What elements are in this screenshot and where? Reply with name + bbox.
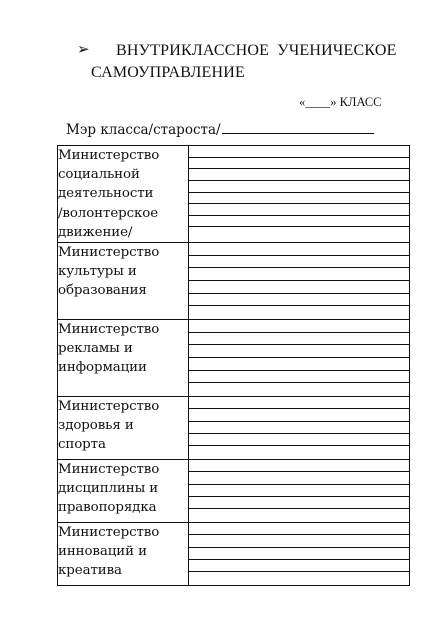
blank-entry-line: [189, 548, 409, 560]
arrow-bullet-icon: ➢: [77, 40, 90, 58]
heading-line-2: САМОУПРАВЛЕНИЕ: [91, 64, 245, 81]
ministry-members-cell: [189, 146, 410, 243]
table-row: [58, 459, 410, 522]
mayor-blank-line: [222, 121, 374, 134]
ministry-name-line: деятельности: [58, 186, 154, 202]
ministry-name-line: культуры и: [58, 264, 137, 280]
blank-entry-line: [189, 320, 409, 333]
ministry-name-line: здоровья и: [58, 418, 134, 434]
blank-entry-line: [189, 560, 409, 572]
ministry-name-cell: [58, 243, 189, 320]
blank-entry-line: [189, 169, 409, 181]
blank-entry-line: [189, 485, 409, 497]
ministry-name-cell: [58, 146, 189, 243]
blank-entry-line: [189, 460, 409, 472]
ministries-table: [57, 145, 410, 586]
blank-entry-line: [189, 383, 409, 396]
blank-entry-line: [189, 497, 409, 509]
blank-entry-line: [189, 446, 409, 458]
ministry-name-line: дисциплины и: [58, 481, 159, 497]
ministry-name-line: /волонтерское: [58, 205, 159, 221]
blank-entry-line: [189, 256, 409, 269]
ministry-name-cell: [58, 522, 189, 585]
blank-entry-line: [189, 572, 409, 584]
ministry-name-line: Министерство: [58, 321, 160, 337]
table-row: [58, 146, 410, 243]
blank-entry-line: [189, 434, 409, 446]
table-row: [58, 319, 410, 396]
table-row: [58, 396, 410, 459]
blank-entry-line: [189, 306, 409, 319]
ministry-name-line: спорта: [58, 437, 106, 453]
ministry-name-line: Министерство: [58, 524, 160, 540]
blank-entry-line: [189, 294, 409, 307]
blank-entry-line: [189, 181, 409, 193]
ministry-members-cell: [189, 522, 410, 585]
blank-entry-line: [189, 281, 409, 294]
blank-entry-line: [189, 472, 409, 484]
blank-entry-line: [189, 333, 409, 346]
ministry-name-cell: [58, 459, 189, 522]
ministry-name-line: креатива: [58, 563, 122, 579]
blank-entry-line: [189, 535, 409, 547]
blank-entry-line: [189, 227, 409, 239]
ministry-name-line: инноваций и: [58, 544, 147, 559]
ministry-name-line: Министерство: [58, 398, 160, 414]
ministry-name-line: правопорядка: [58, 500, 157, 516]
class-label: «____» КЛАСС: [299, 95, 382, 109]
ministry-members-cell: [189, 319, 410, 396]
ministry-name-cell: [58, 319, 189, 396]
blank-entry-line: [189, 158, 409, 170]
blank-entry-line: [189, 146, 409, 158]
ministry-name-line: Министерство: [58, 148, 160, 163]
blank-entry-line: [189, 216, 409, 228]
blank-entry-line: [189, 243, 409, 256]
ministry-name-line: информации: [58, 360, 147, 376]
ministry-name-line: движение/: [58, 224, 133, 240]
blank-entry-line: [189, 409, 409, 421]
table-row: [58, 243, 410, 320]
blank-entry-line: [189, 358, 409, 371]
ministry-members-cell: [189, 243, 410, 320]
blank-entry-line: [189, 422, 409, 434]
blank-entry-line: [189, 509, 409, 521]
blank-entry-line: [189, 204, 409, 216]
ministry-name-line: рекламы и: [58, 341, 133, 357]
mayor-label: Мэр класса/староста/: [66, 122, 221, 138]
heading-line-1: ВНУТРИКЛАССНОЕ УЧЕНИЧЕСКОЕ: [116, 42, 397, 59]
blank-entry-line: [189, 193, 409, 205]
ministry-name-line: Министерство: [58, 245, 160, 261]
ministry-name-line: образования: [58, 283, 147, 299]
ministry-name-line: социальной: [58, 167, 140, 183]
ministry-name-line: Министерство: [58, 461, 160, 477]
blank-entry-line: [189, 371, 409, 384]
ministry-members-cell: [189, 396, 410, 459]
table-row: [58, 522, 410, 585]
blank-entry-line: [189, 523, 409, 535]
mayor-field: [66, 121, 374, 138]
ministry-name-cell: [58, 396, 189, 459]
blank-entry-line: [189, 397, 409, 409]
blank-entry-line: [189, 345, 409, 358]
ministry-members-cell: [189, 459, 410, 522]
blank-entry-line: [189, 268, 409, 281]
